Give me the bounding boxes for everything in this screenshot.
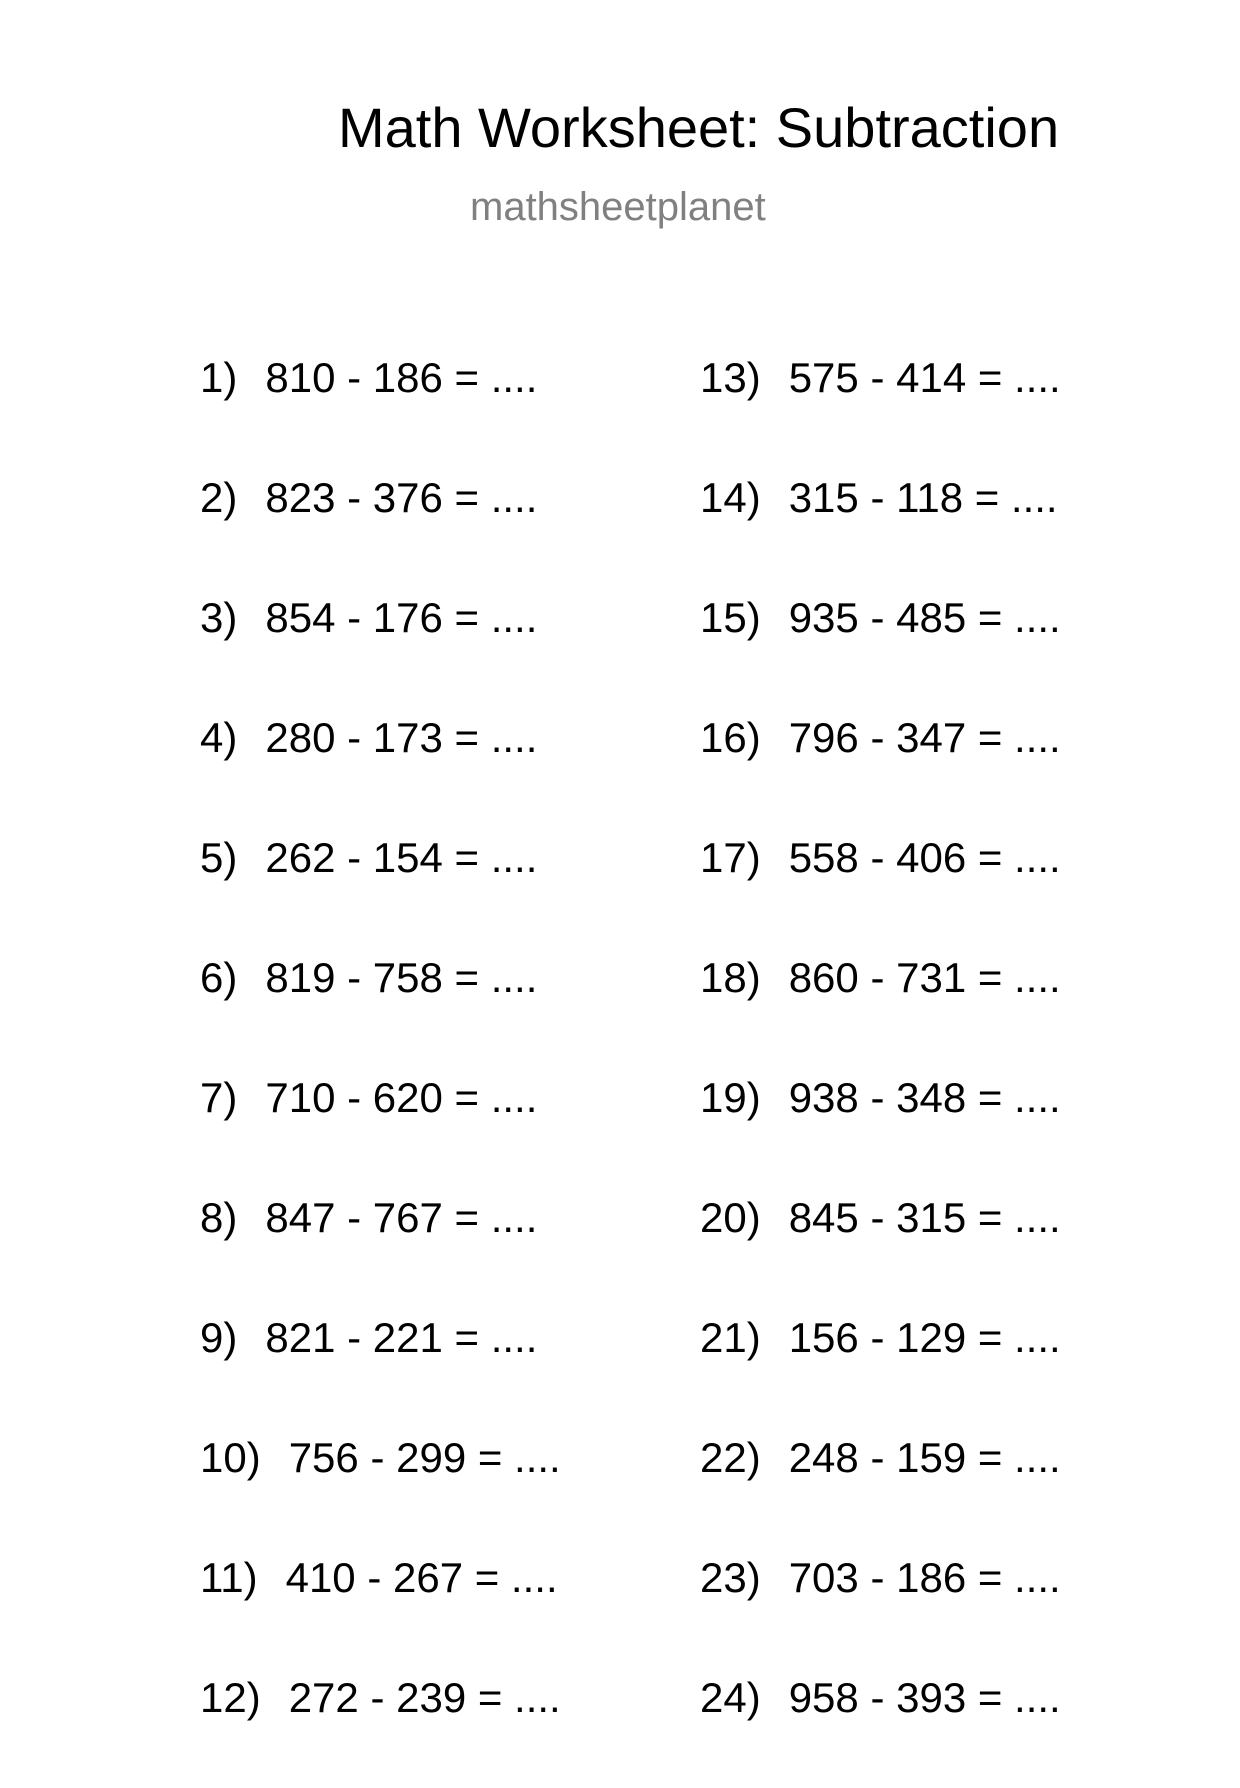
problem-number: 4) (200, 714, 238, 761)
problem-number: 12) (200, 1674, 261, 1721)
problem-expression: 156 - 129 = .... (788, 1314, 1061, 1361)
problem-expression: 847 - 767 = .... (265, 1194, 538, 1241)
problem-expression: 703 - 186 = .... (788, 1554, 1061, 1601)
problem-item (200, 1068, 561, 1188)
problem-number: 1) (200, 354, 238, 401)
problem-expression: 860 - 731 = .... (788, 954, 1061, 1001)
problem-item (700, 1308, 1061, 1428)
problem-expression: 280 - 173 = .... (265, 714, 538, 761)
problem-item (700, 588, 1061, 708)
problem-expression: 248 - 159 = .... (788, 1434, 1061, 1481)
problem-expression: 845 - 315 = .... (788, 1194, 1061, 1241)
problem-item (200, 708, 561, 828)
problem-item (200, 948, 561, 1068)
problem-expression: 935 - 485 = .... (788, 594, 1061, 641)
problem-number: 23) (700, 1554, 761, 1601)
problem-number: 5) (200, 834, 238, 881)
problem-expression: 558 - 406 = .... (788, 834, 1061, 881)
problem-expression: 821 - 221 = .... (265, 1314, 538, 1361)
problem-item (700, 708, 1061, 828)
problem-item (700, 1428, 1061, 1548)
problem-number: 15) (700, 594, 761, 641)
problem-expression: 756 - 299 = .... (288, 1434, 561, 1481)
problem-item (700, 1668, 1061, 1788)
problem-expression: 410 - 267 = .... (285, 1554, 558, 1601)
problem-number: 2) (200, 474, 238, 521)
problem-number: 24) (700, 1674, 761, 1721)
problem-expression: 958 - 393 = .... (788, 1674, 1061, 1721)
problem-expression: 315 - 118 = .... (788, 474, 1058, 521)
problems-column-right (700, 348, 1061, 1788)
page-subtitle: mathsheetplanet (470, 185, 766, 229)
problem-expression: 575 - 414 = .... (788, 354, 1061, 401)
problem-expression: 819 - 758 = .... (265, 954, 538, 1001)
problem-item (200, 348, 561, 468)
problems-column-left (200, 348, 561, 1788)
problem-item (700, 1548, 1061, 1668)
problem-item (200, 1308, 561, 1428)
problem-number: 14) (700, 474, 761, 521)
problem-expression: 272 - 239 = .... (288, 1674, 561, 1721)
problem-item (200, 588, 561, 708)
page-title: Math Worksheet: Subtraction (338, 96, 1060, 159)
problem-item (200, 828, 561, 948)
problem-item (700, 1188, 1061, 1308)
problem-number: 17) (700, 834, 761, 881)
problem-number: 22) (700, 1434, 761, 1481)
problem-expression: 710 - 620 = .... (265, 1074, 538, 1121)
problem-number: 11) (200, 1554, 258, 1601)
problem-number: 19) (700, 1074, 761, 1121)
problem-number: 10) (200, 1434, 261, 1481)
problem-expression: 854 - 176 = .... (265, 594, 538, 641)
problem-item (700, 468, 1061, 588)
problem-number: 18) (700, 954, 761, 1001)
problem-item (200, 468, 561, 588)
problem-item (200, 1188, 561, 1308)
problem-number: 20) (700, 1194, 761, 1241)
problem-item (200, 1548, 561, 1668)
problem-number: 3) (200, 594, 238, 641)
problem-item (200, 1668, 561, 1788)
problem-item (700, 1068, 1061, 1188)
problem-number: 13) (700, 354, 761, 401)
problem-expression: 796 - 347 = .... (788, 714, 1061, 761)
problem-number: 8) (200, 1194, 238, 1241)
problem-item (700, 948, 1061, 1068)
problem-item (700, 348, 1061, 468)
problem-number: 21) (700, 1314, 761, 1361)
problem-number: 7) (200, 1074, 238, 1121)
problem-number: 9) (200, 1314, 238, 1361)
problem-number: 6) (200, 954, 238, 1001)
problem-number: 16) (700, 714, 761, 761)
problem-item (200, 1428, 561, 1548)
problem-expression: 823 - 376 = .... (265, 474, 538, 521)
problem-expression: 262 - 154 = .... (265, 834, 538, 881)
problem-expression: 810 - 186 = .... (265, 354, 538, 401)
problem-item (700, 828, 1061, 948)
problem-expression: 938 - 348 = .... (788, 1074, 1061, 1121)
